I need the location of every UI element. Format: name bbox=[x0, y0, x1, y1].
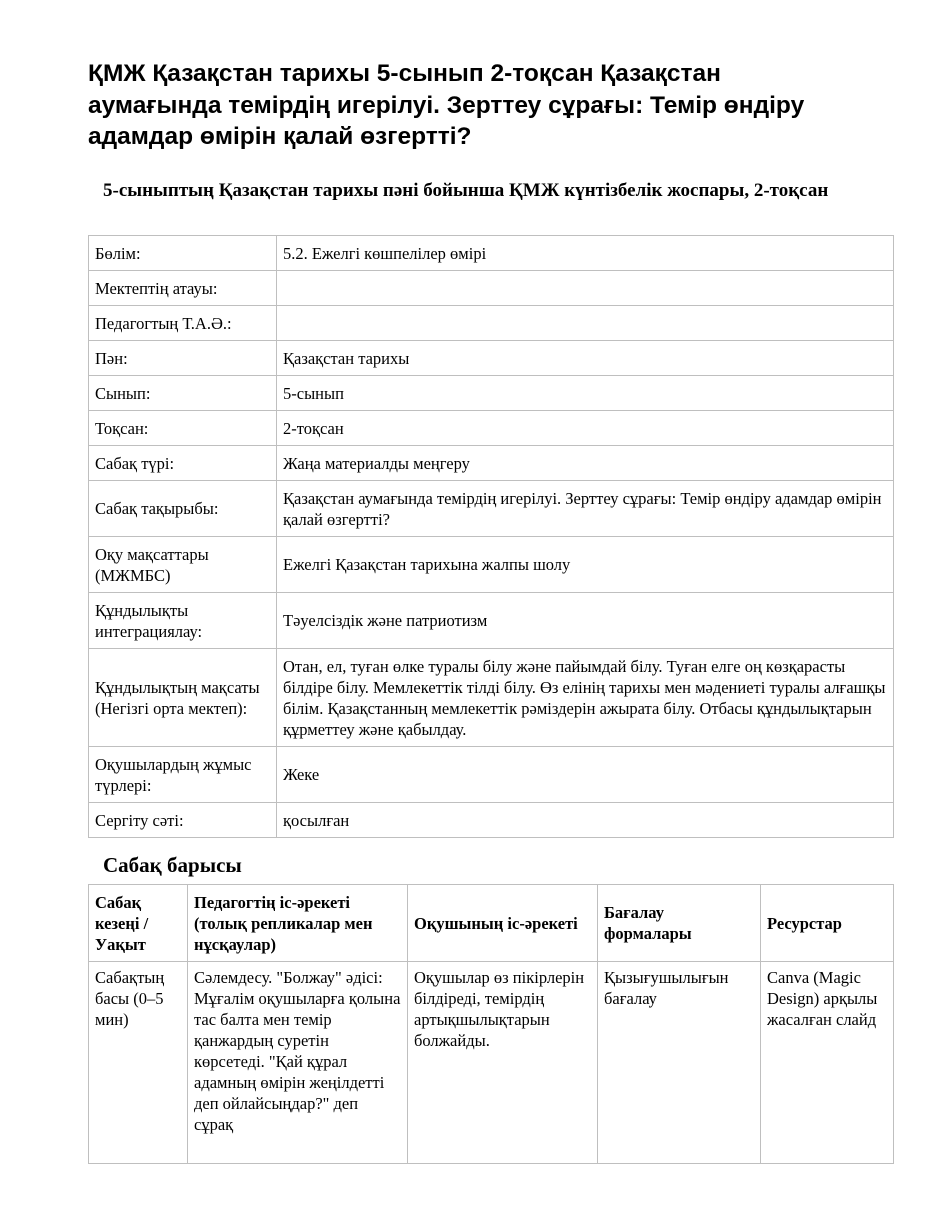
row-label: Сабақ түрі: bbox=[89, 446, 277, 481]
row-value: Жаңа материалды меңгеру bbox=[277, 446, 894, 481]
row-value: Тәуелсіздік және патриотизм bbox=[277, 593, 894, 649]
column-header: Ресурстар bbox=[761, 885, 894, 962]
table-row bbox=[89, 962, 894, 1164]
row-value: Жеке bbox=[277, 747, 894, 803]
row-value: 5.2. Ежелгі көшпелілер өмірі bbox=[277, 236, 894, 271]
row-label: Пән: bbox=[89, 341, 277, 376]
row-value bbox=[277, 306, 894, 341]
table-row bbox=[89, 411, 894, 446]
section-heading: Сабақ барысы bbox=[103, 853, 242, 877]
table-row bbox=[89, 446, 894, 481]
row-value: қосылған bbox=[277, 803, 894, 838]
table-row bbox=[89, 803, 894, 838]
table-row bbox=[89, 376, 894, 411]
table-row bbox=[89, 271, 894, 306]
table-row bbox=[89, 747, 894, 803]
table-row bbox=[89, 306, 894, 341]
row-label: Сынып: bbox=[89, 376, 277, 411]
table-row bbox=[89, 593, 894, 649]
table-cell: Қызығушылығын бағалау bbox=[598, 962, 761, 1164]
row-value: Қазақстан аумағында темірдің игерілуі. Зерттеу сұрағы: Темір өндіру адамдар өмірін қалай өзгертті? bbox=[277, 481, 894, 537]
table-cell: Оқушылар өз пікірлерін білдіреді, темірдің артықшылықтарын болжайды. bbox=[408, 962, 598, 1164]
document-title: ҚМЖ Қазақстан тарихы 5-сынып 2-тоқсан Қазақстан аумағында темірдің игерілуі. Зерттеу сұрағы: Темір өндіру адамдар өмірін қалай өзгертті? bbox=[88, 60, 805, 150]
column-header: Оқушының іс-әрекеті bbox=[408, 885, 598, 962]
row-label: Педагогтың Т.А.Ә.: bbox=[89, 306, 277, 341]
row-value bbox=[277, 271, 894, 306]
row-label: Бөлім: bbox=[89, 236, 277, 271]
lesson-table bbox=[88, 884, 894, 1164]
table-row bbox=[89, 236, 894, 271]
table-header-row bbox=[89, 885, 894, 962]
column-header: Педагогтің іс-әрекеті (толық репликалар мен нұсқаулар) bbox=[188, 885, 408, 962]
row-value: 2-тоқсан bbox=[277, 411, 894, 446]
column-header: Бағалау формалары bbox=[598, 885, 761, 962]
row-label: Құндылықты интеграциялау: bbox=[89, 593, 277, 649]
table-row bbox=[89, 537, 894, 593]
row-value: Қазақстан тарихы bbox=[277, 341, 894, 376]
table-row bbox=[89, 481, 894, 537]
row-label: Құндылықтың мақсаты (Негізгі орта мектеп): bbox=[89, 649, 277, 747]
row-label: Оқушылардың жұмыс түрлері: bbox=[89, 747, 277, 803]
info-table bbox=[88, 235, 894, 838]
row-value: 5-сынып bbox=[277, 376, 894, 411]
table-cell: Canva (Magic Design) арқылы жасалған слайд bbox=[761, 962, 894, 1164]
row-value: Отан, ел, туған өлке туралы білу және пайымдай білу. Туған елге оң көзқарасты білдіре білу. Мемлекеттік тілді білу. Өз елінің тарихы мен мәдениеті туралы алғашқы білім. Қазақстанның мемлекеттік рәміздерін ажырата білу. Отбасы құндылықтарын құрметтеу және қабылдау. bbox=[277, 649, 894, 747]
row-label: Мектептің атауы: bbox=[89, 271, 277, 306]
table-row bbox=[89, 649, 894, 747]
column-header: Сабақ кезеңі / Уақыт bbox=[89, 885, 188, 962]
row-value: Ежелгі Қазақстан тарихына жалпы шолу bbox=[277, 537, 894, 593]
table-cell: Сәлемдесу. "Болжау" әдісі: Мұғалім оқушыларға қолына тас балта мен темір қанжардың суретін көрсетеді. "Қай құрал адамның өмірін жеңілдетті деп ойлайсыңдар?" деп сұрақ bbox=[188, 962, 408, 1164]
table-row bbox=[89, 341, 894, 376]
row-label: Сергіту сәті: bbox=[89, 803, 277, 838]
row-label: Сабақ тақырыбы: bbox=[89, 481, 277, 537]
document-subtitle: 5-сыныптың Қазақстан тарихы пәні бойынша ҚМЖ күнтізбелік жоспары, 2-тоқсан bbox=[103, 180, 829, 201]
row-label: Оқу мақсаттары (МЖМБС) bbox=[89, 537, 277, 593]
table-cell: Сабақтың басы (0–5 мин) bbox=[89, 962, 188, 1164]
row-label: Тоқсан: bbox=[89, 411, 277, 446]
